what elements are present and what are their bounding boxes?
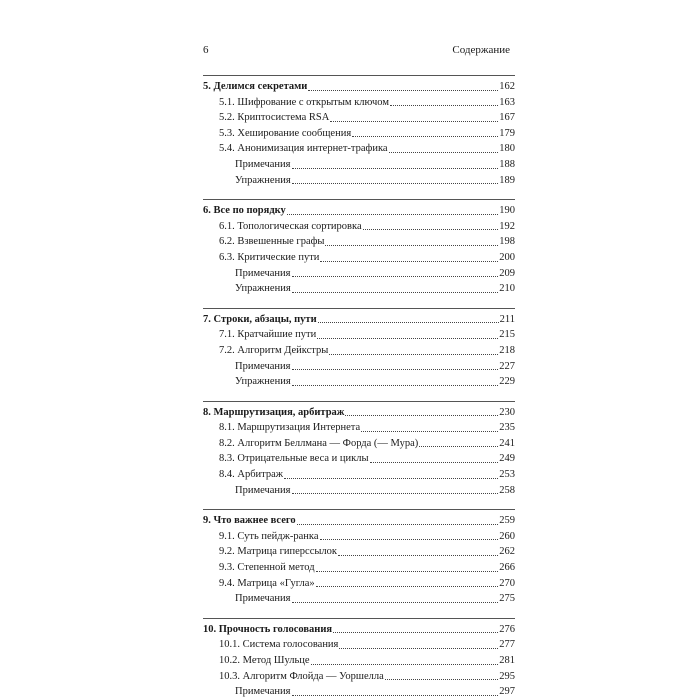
toc-entry[interactable] [203,483,515,499]
toc-entry-title: 5.2. Криптосистема RSA [219,112,330,124]
toc-entry-page: 253 [499,469,515,481]
toc-entry-page: 167 [499,112,515,124]
dot-leader [316,586,499,587]
dot-leader [352,136,498,137]
dot-leader [292,292,499,293]
dot-leader [292,602,499,603]
toc-entry[interactable] [203,436,515,452]
dot-leader [320,261,498,262]
toc-entry-title: 8.4. Арбитраж [219,469,284,481]
dot-leader [338,555,498,556]
dot-leader [385,679,499,680]
dot-leader [419,446,498,447]
toc-entry-page: 249 [499,453,515,465]
dot-leader [345,415,498,416]
dot-leader [297,524,499,525]
dot-leader [316,571,499,572]
dot-leader [292,369,499,370]
toc-entry-title: 9.1. Суть пейдж-ранка [219,530,319,542]
toc-entry-title: 9. Что важнее всего [203,515,296,527]
toc-entry-page: 275 [499,593,515,605]
toc-entry-page: 189 [499,174,515,186]
toc-entry-page: 192 [499,220,515,232]
toc-chapter-entry[interactable] [203,203,515,219]
dot-leader [329,354,498,355]
toc-entry-page: 227 [499,360,515,372]
toc-entry-title: 8.1. Маршрутизация Интернета [219,422,361,434]
toc-entry-title: 6. Все по порядку [203,205,286,217]
toc-entry-title: 6.1. Топологическая сортировка [219,220,362,232]
toc-entry-page: 179 [499,127,515,139]
toc-entry[interactable] [203,126,515,142]
toc-entry-title: 10. Прочность голосования [203,623,333,635]
toc-entry-page: 190 [499,205,515,217]
toc-entry-page: 297 [499,686,515,698]
toc-entry-title: Примечания [235,593,291,605]
toc-entry-title: Примечания [235,158,291,170]
toc-chapter-entry[interactable] [203,79,515,95]
toc-entry-title: 9.2. Матрица гиперссылок [219,546,338,558]
toc-entry-title: 7. Строки, абзацы, пути [203,313,317,325]
toc-chapter-entry[interactable] [203,622,515,638]
toc-entry-title: 10.3. Алгоритм Флойда — Уоршелла [219,670,384,682]
dot-leader [317,338,498,339]
dot-leader [292,183,499,184]
toc-entry-title: 6.2. Взвешенные графы [219,236,325,248]
toc-entry-page: 281 [499,655,515,666]
toc-entry-page: 241 [499,437,515,449]
dot-leader [292,168,499,169]
toc-entry[interactable] [203,95,515,111]
toc-entry[interactable] [203,451,515,467]
toc-entry-page: 209 [499,267,515,279]
toc-entry[interactable] [203,467,515,483]
toc-entry[interactable] [203,359,515,375]
toc-entry[interactable] [203,529,515,545]
toc-entry-title: 9.4. Матрица «Гугла» [219,577,315,589]
toc-entry-page: 215 [499,329,515,341]
toc-chapter [203,509,515,607]
toc-entry[interactable] [203,684,515,700]
toc-chapter [203,401,515,499]
dot-leader [318,322,499,323]
toc-entry-title: Упражнения [235,376,291,388]
toc-entry-page: 180 [499,143,515,155]
toc-entry[interactable] [203,281,515,297]
toc-entry-page: 258 [499,484,515,496]
toc-entry-page: 277 [499,639,515,651]
toc-entry-title: 8.2. Алгоритм Беллмана — Форда (— Мура) [219,437,419,449]
toc-entry-page: 235 [499,422,515,434]
toc-entry-page: 210 [499,283,515,295]
toc-entry[interactable] [203,266,515,282]
toc-entry-page: 270 [499,577,515,589]
toc-entry[interactable] [203,653,515,669]
toc-entry[interactable] [203,250,515,266]
dot-leader [320,539,499,540]
dot-leader [333,632,498,633]
toc-entry[interactable] [203,141,515,157]
toc-entry-title: 5.3. Хеширование сообщения [219,127,352,139]
toc-entry[interactable] [203,327,515,343]
toc-entry-title: 10.2. Метод Шульце [219,655,310,666]
toc-entry-page: 262 [499,546,515,558]
toc-chapter [203,75,515,188]
dot-leader [389,152,499,153]
toc-entry[interactable] [203,544,515,560]
toc-entry[interactable] [203,157,515,173]
toc-entry-title: 5. Делимся секретами [203,81,308,92]
toc-chapter-entry[interactable] [203,513,515,529]
dot-leader [339,648,498,649]
toc-chapter-entry[interactable] [203,312,515,328]
toc-entry-page: 276 [499,623,515,635]
toc-entry[interactable] [203,110,515,126]
toc-entry-page: 266 [499,562,515,574]
toc-entry-title: 5.1. Шифрование с открытым ключом [219,96,389,108]
toc-entry-title: Примечания [235,686,291,698]
toc-entry-title: 7.2. Алгоритм Дейкстры [219,344,329,356]
toc-entry[interactable] [203,591,515,607]
toc-entry[interactable] [203,560,515,576]
toc-entry-page: 260 [499,530,515,542]
toc-entry-page: 295 [499,670,515,682]
toc-chapter [203,308,515,390]
toc-entry-title: 8. Маршрутизация, арбитраж [203,406,345,418]
dot-leader [363,229,499,230]
dot-leader [292,493,499,494]
toc-entry-title: Упражнения [235,283,291,295]
toc-entry-page: 200 [499,251,515,263]
toc-entry-page: 198 [499,236,515,248]
dot-leader [325,245,498,246]
toc-entry-title: 9.3. Степенной метод [219,562,315,574]
dot-leader [311,664,499,665]
toc-entry-title: 7.1. Кратчайшие пути [219,329,317,341]
dot-leader [330,121,498,122]
toc-entry-title: 5.4. Анонимизация интернет-трафика [219,143,388,155]
page-number: 6 [203,44,209,56]
toc-entry-title: Упражнения [235,174,291,186]
toc-entry[interactable] [203,374,515,390]
toc-entry-title: Примечания [235,484,291,496]
toc-entry[interactable] [203,234,515,250]
toc-entry-page: 218 [499,344,515,356]
toc-entry-title: Примечания [235,360,291,372]
dot-leader [292,276,499,277]
dot-leader [287,214,498,215]
toc-entry[interactable] [203,219,515,235]
table-of-contents [203,75,515,700]
toc-entry-page: 211 [499,313,515,325]
toc-chapter [203,199,515,297]
toc-entry[interactable] [203,576,515,592]
toc-entry[interactable] [203,173,515,189]
toc-entry-page: 229 [499,376,515,388]
toc-entry-page: 162 [499,81,515,92]
dot-leader [308,90,498,91]
toc-entry[interactable] [203,343,515,359]
toc-entry-page: 188 [499,158,515,170]
toc-entry-title: 6.3. Критические пути [219,251,320,263]
dot-leader [361,431,498,432]
dot-leader [292,695,499,696]
toc-entry-page: 230 [499,406,515,418]
toc-entry-title: Примечания [235,267,291,279]
dot-leader [370,462,499,463]
toc-entry[interactable] [203,420,515,436]
toc-entry-title: 8.3. Отрицательные веса и циклы [219,453,369,465]
toc-chapter-entry[interactable] [203,405,515,421]
toc-chapter [203,618,515,700]
toc-entry-page: 163 [499,96,515,108]
toc-entry[interactable] [203,669,515,685]
toc-entry-title: 10.1. Система голосования [219,639,339,651]
dot-leader [390,105,498,106]
running-head: Содержание [452,44,510,56]
dot-leader [284,478,498,479]
dot-leader [292,385,499,386]
toc-entry[interactable] [203,637,515,653]
toc-entry-page: 259 [499,515,515,527]
